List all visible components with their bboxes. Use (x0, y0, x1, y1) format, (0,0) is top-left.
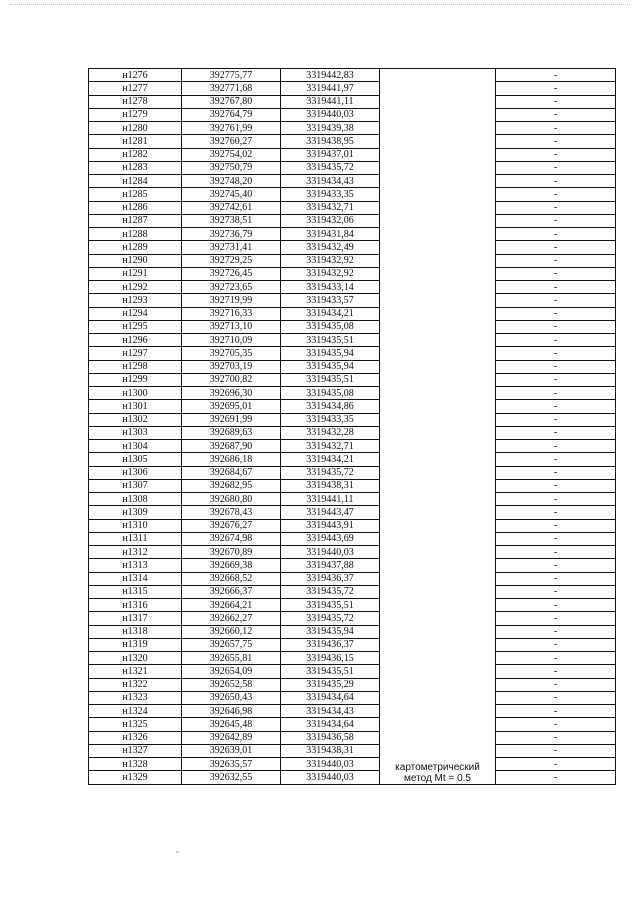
accuracy-dash-cell: - (496, 426, 616, 439)
x-coordinate-cell: 392705,35 (182, 347, 281, 360)
point-id-cell: н1316 (89, 599, 182, 612)
accuracy-dash-cell: - (496, 665, 616, 678)
coordinates-table-body (89, 69, 616, 785)
accuracy-dash-cell: - (496, 254, 616, 267)
table-row (89, 400, 616, 413)
table-row (89, 546, 616, 559)
x-coordinate-cell: 392713,10 (182, 320, 281, 333)
point-id-cell: н1278 (89, 95, 182, 108)
accuracy-dash-cell: - (496, 175, 616, 188)
table-row (89, 559, 616, 572)
point-id-cell: н1305 (89, 453, 182, 466)
table-row (89, 267, 616, 280)
point-id-cell: н1276 (89, 69, 182, 82)
point-id-cell: н1312 (89, 546, 182, 559)
x-coordinate-cell: 392771,68 (182, 82, 281, 95)
point-id-cell: н1282 (89, 148, 182, 161)
x-coordinate-cell: 392691,99 (182, 413, 281, 426)
table-row (89, 731, 616, 744)
table-row (89, 360, 616, 373)
point-id-cell: н1299 (89, 373, 182, 386)
y-coordinate-cell: 3319432,71 (281, 440, 380, 453)
table-row (89, 387, 616, 400)
table-row (89, 294, 616, 307)
accuracy-dash-cell: - (496, 241, 616, 254)
accuracy-dash-cell: - (496, 546, 616, 559)
point-id-cell: н1327 (89, 744, 182, 757)
x-coordinate-cell: 392669,38 (182, 559, 281, 572)
x-coordinate-cell: 392632,55 (182, 771, 281, 784)
x-coordinate-cell: 392678,43 (182, 506, 281, 519)
y-coordinate-cell: 3319435,51 (281, 665, 380, 678)
y-coordinate-cell: 3319433,35 (281, 188, 380, 201)
x-coordinate-cell: 392686,18 (182, 453, 281, 466)
accuracy-dash-cell: - (496, 334, 616, 347)
y-coordinate-cell: 3319435,08 (281, 387, 380, 400)
table-row (89, 479, 616, 492)
x-coordinate-cell: 392696,30 (182, 387, 281, 400)
y-coordinate-cell: 3319433,14 (281, 281, 380, 294)
accuracy-dash-cell: - (496, 718, 616, 731)
accuracy-dash-cell: - (496, 347, 616, 360)
y-coordinate-cell: 3319436,15 (281, 652, 380, 665)
point-id-cell: н1277 (89, 82, 182, 95)
point-id-cell: н1290 (89, 254, 182, 267)
point-id-cell: н1325 (89, 718, 182, 731)
table-row (89, 148, 616, 161)
point-id-cell: н1292 (89, 281, 182, 294)
accuracy-dash-cell: - (496, 440, 616, 453)
point-id-cell: н1308 (89, 493, 182, 506)
point-id-cell: н1329 (89, 771, 182, 784)
x-coordinate-cell: 392754,02 (182, 148, 281, 161)
x-coordinate-cell: 392700,82 (182, 373, 281, 386)
accuracy-dash-cell: - (496, 95, 616, 108)
accuracy-dash-cell: - (496, 678, 616, 691)
y-coordinate-cell: 3319434,43 (281, 175, 380, 188)
table-row (89, 771, 616, 784)
y-coordinate-cell: 3319440,03 (281, 546, 380, 559)
table-row (89, 612, 616, 625)
accuracy-dash-cell: - (496, 758, 616, 771)
accuracy-dash-cell: - (496, 148, 616, 161)
table-row (89, 599, 616, 612)
table-row (89, 254, 616, 267)
x-coordinate-cell: 392645,48 (182, 718, 281, 731)
accuracy-dash-cell: - (496, 532, 616, 545)
y-coordinate-cell: 3319434,21 (281, 453, 380, 466)
y-coordinate-cell: 3319434,64 (281, 718, 380, 731)
table-row (89, 678, 616, 691)
y-coordinate-cell: 3319435,72 (281, 466, 380, 479)
x-coordinate-cell: 392716,33 (182, 307, 281, 320)
point-id-cell: н1291 (89, 267, 182, 280)
accuracy-dash-cell: - (496, 731, 616, 744)
point-id-cell: н1286 (89, 201, 182, 214)
x-coordinate-cell: 392680,80 (182, 493, 281, 506)
point-id-cell: н1283 (89, 161, 182, 174)
point-id-cell: н1314 (89, 572, 182, 585)
x-coordinate-cell: 392726,45 (182, 267, 281, 280)
point-id-cell: н1301 (89, 400, 182, 413)
point-id-cell: н1300 (89, 387, 182, 400)
point-id-cell: н1315 (89, 585, 182, 598)
table-row (89, 161, 616, 174)
y-coordinate-cell: 3319432,06 (281, 214, 380, 227)
table-row (89, 506, 616, 519)
table-row (89, 453, 616, 466)
y-coordinate-cell: 3319436,37 (281, 638, 380, 651)
table-row (89, 426, 616, 439)
method-text-line: картометрический (395, 761, 480, 773)
x-coordinate-cell: 392676,27 (182, 519, 281, 532)
x-coordinate-cell: 392719,99 (182, 294, 281, 307)
y-coordinate-cell: 3319437,01 (281, 148, 380, 161)
x-coordinate-cell: 392654,09 (182, 665, 281, 678)
y-coordinate-cell: 3319440,03 (281, 108, 380, 121)
y-coordinate-cell: 3319431,84 (281, 228, 380, 241)
accuracy-dash-cell: - (496, 625, 616, 638)
table-row (89, 532, 616, 545)
table-row (89, 466, 616, 479)
accuracy-dash-cell: - (496, 652, 616, 665)
point-id-cell: н1293 (89, 294, 182, 307)
x-coordinate-cell: 392674,98 (182, 532, 281, 545)
y-coordinate-cell: 3319436,58 (281, 731, 380, 744)
table-row (89, 665, 616, 678)
accuracy-dash-cell: - (496, 479, 616, 492)
y-coordinate-cell: 3319434,43 (281, 705, 380, 718)
point-id-cell: н1322 (89, 678, 182, 691)
table-row (89, 718, 616, 731)
accuracy-dash-cell: - (496, 267, 616, 280)
table-row (89, 122, 616, 135)
table-row (89, 691, 616, 704)
point-id-cell: н1311 (89, 532, 182, 545)
point-id-cell: н1280 (89, 122, 182, 135)
point-id-cell: н1284 (89, 175, 182, 188)
x-coordinate-cell: 392660,12 (182, 625, 281, 638)
y-coordinate-cell: 3319432,92 (281, 267, 380, 280)
y-coordinate-cell: 3319437,88 (281, 559, 380, 572)
table-row (89, 108, 616, 121)
x-coordinate-cell: 392684,67 (182, 466, 281, 479)
table-row (89, 585, 616, 598)
point-id-cell: н1302 (89, 413, 182, 426)
table-row (89, 572, 616, 585)
y-coordinate-cell: 3319440,03 (281, 771, 380, 784)
accuracy-dash-cell: - (496, 294, 616, 307)
point-id-cell: н1287 (89, 214, 182, 227)
accuracy-dash-cell: - (496, 413, 616, 426)
x-coordinate-cell: 392664,21 (182, 599, 281, 612)
accuracy-dash-cell: - (496, 360, 616, 373)
y-coordinate-cell: 3319435,08 (281, 320, 380, 333)
x-coordinate-cell: 392650,43 (182, 691, 281, 704)
accuracy-dash-cell: - (496, 400, 616, 413)
x-coordinate-cell: 392745,40 (182, 188, 281, 201)
point-id-cell: н1281 (89, 135, 182, 148)
x-coordinate-cell: 392736,79 (182, 228, 281, 241)
table-row (89, 135, 616, 148)
point-id-cell: н1279 (89, 108, 182, 121)
coordinates-table (88, 68, 616, 785)
x-coordinate-cell: 392670,89 (182, 546, 281, 559)
table-row (89, 82, 616, 95)
x-coordinate-cell: 392729,25 (182, 254, 281, 267)
x-coordinate-cell: 392662,27 (182, 612, 281, 625)
scan-header-dots (10, 4, 630, 11)
x-coordinate-cell: 392723,65 (182, 281, 281, 294)
point-id-cell: н1319 (89, 638, 182, 651)
accuracy-dash-cell: - (496, 612, 616, 625)
x-coordinate-cell: 392764,79 (182, 108, 281, 121)
table-row (89, 744, 616, 757)
point-id-cell: н1310 (89, 519, 182, 532)
table-row (89, 625, 616, 638)
point-id-cell: н1285 (89, 188, 182, 201)
y-coordinate-cell: 3319432,49 (281, 241, 380, 254)
y-coordinate-cell: 3319438,31 (281, 744, 380, 757)
accuracy-dash-cell: - (496, 228, 616, 241)
accuracy-dash-cell: - (496, 506, 616, 519)
y-coordinate-cell: 3319442,83 (281, 69, 380, 82)
x-coordinate-cell: 392666,37 (182, 585, 281, 598)
x-coordinate-cell: 392639,01 (182, 744, 281, 757)
y-coordinate-cell: 3319434,64 (281, 691, 380, 704)
point-id-cell: н1306 (89, 466, 182, 479)
y-coordinate-cell: 3319438,95 (281, 135, 380, 148)
accuracy-dash-cell: - (496, 122, 616, 135)
y-coordinate-cell: 3319438,31 (281, 479, 380, 492)
point-id-cell: н1321 (89, 665, 182, 678)
x-coordinate-cell: 392646,98 (182, 705, 281, 718)
table-row (89, 95, 616, 108)
table-row (89, 281, 616, 294)
table-row (89, 373, 616, 386)
x-coordinate-cell: 392635,57 (182, 758, 281, 771)
x-coordinate-cell: 392731,41 (182, 241, 281, 254)
x-coordinate-cell: 392767,80 (182, 95, 281, 108)
x-coordinate-cell: 392761,99 (182, 122, 281, 135)
table-row (89, 320, 616, 333)
x-coordinate-cell: 392689,63 (182, 426, 281, 439)
x-coordinate-cell: 392642,89 (182, 731, 281, 744)
accuracy-dash-cell: - (496, 281, 616, 294)
scan-mark: ˇ (176, 850, 179, 859)
accuracy-dash-cell: - (496, 188, 616, 201)
y-coordinate-cell: 3319439,38 (281, 122, 380, 135)
y-coordinate-cell: 3319435,51 (281, 599, 380, 612)
accuracy-dash-cell: - (496, 69, 616, 82)
x-coordinate-cell: 392703,19 (182, 360, 281, 373)
x-coordinate-cell: 392760,27 (182, 135, 281, 148)
accuracy-dash-cell: - (496, 387, 616, 400)
x-coordinate-cell: 392657,75 (182, 638, 281, 651)
x-coordinate-cell: 392682,95 (182, 479, 281, 492)
point-id-cell: н1317 (89, 612, 182, 625)
y-coordinate-cell: 3319435,51 (281, 373, 380, 386)
point-id-cell: н1307 (89, 479, 182, 492)
accuracy-dash-cell: - (496, 493, 616, 506)
point-id-cell: н1303 (89, 426, 182, 439)
point-id-cell: н1298 (89, 360, 182, 373)
point-id-cell: н1304 (89, 440, 182, 453)
accuracy-dash-cell: - (496, 599, 616, 612)
accuracy-dash-cell: - (496, 214, 616, 227)
table-row (89, 758, 616, 771)
accuracy-dash-cell: - (496, 466, 616, 479)
y-coordinate-cell: 3319443,69 (281, 532, 380, 545)
y-coordinate-cell: 3319441,97 (281, 82, 380, 95)
x-coordinate-cell: 392750,79 (182, 161, 281, 174)
table-row (89, 493, 616, 506)
accuracy-dash-cell: - (496, 201, 616, 214)
accuracy-dash-cell: - (496, 519, 616, 532)
table-row (89, 440, 616, 453)
y-coordinate-cell: 3319435,94 (281, 360, 380, 373)
y-coordinate-cell: 3319440,03 (281, 758, 380, 771)
y-coordinate-cell: 3319435,29 (281, 678, 380, 691)
x-coordinate-cell: 392668,52 (182, 572, 281, 585)
accuracy-dash-cell: - (496, 135, 616, 148)
point-id-cell: н1296 (89, 334, 182, 347)
table-row (89, 214, 616, 227)
table-row (89, 228, 616, 241)
y-coordinate-cell: 3319441,11 (281, 493, 380, 506)
x-coordinate-cell: 392695,01 (182, 400, 281, 413)
point-id-cell: н1309 (89, 506, 182, 519)
point-id-cell: н1297 (89, 347, 182, 360)
table-row (89, 175, 616, 188)
accuracy-dash-cell: - (496, 638, 616, 651)
x-coordinate-cell: 392710,09 (182, 334, 281, 347)
y-coordinate-cell: 3319435,72 (281, 612, 380, 625)
accuracy-dash-cell: - (496, 161, 616, 174)
x-coordinate-cell: 392738,51 (182, 214, 281, 227)
table-row (89, 347, 616, 360)
accuracy-dash-cell: - (496, 453, 616, 466)
y-coordinate-cell: 3319432,92 (281, 254, 380, 267)
accuracy-dash-cell: - (496, 771, 616, 784)
table-row (89, 705, 616, 718)
table-row (89, 652, 616, 665)
point-id-cell: н1294 (89, 307, 182, 320)
x-coordinate-cell: 392742,61 (182, 201, 281, 214)
accuracy-dash-cell: - (496, 691, 616, 704)
y-coordinate-cell: 3319432,28 (281, 426, 380, 439)
point-id-cell: н1324 (89, 705, 182, 718)
y-coordinate-cell: 3319433,57 (281, 294, 380, 307)
accuracy-dash-cell: - (496, 559, 616, 572)
y-coordinate-cell: 3319435,72 (281, 161, 380, 174)
table-row (89, 519, 616, 532)
table-row (89, 307, 616, 320)
accuracy-dash-cell: - (496, 320, 616, 333)
point-id-cell: н1313 (89, 559, 182, 572)
table-row (89, 201, 616, 214)
x-coordinate-cell: 392775,77 (182, 69, 281, 82)
accuracy-dash-cell: - (496, 108, 616, 121)
accuracy-dash-cell: - (496, 705, 616, 718)
point-id-cell: н1328 (89, 758, 182, 771)
y-coordinate-cell: 3319441,11 (281, 95, 380, 108)
accuracy-dash-cell: - (496, 373, 616, 386)
accuracy-dash-cell: - (496, 585, 616, 598)
y-coordinate-cell: 3319435,94 (281, 625, 380, 638)
y-coordinate-cell: 3319435,94 (281, 347, 380, 360)
table-row (89, 69, 616, 82)
method-text-line: метод Mt = 0.5 (404, 772, 471, 784)
y-coordinate-cell: 3319436,37 (281, 572, 380, 585)
x-coordinate-cell: 392652,58 (182, 678, 281, 691)
accuracy-dash-cell: - (496, 572, 616, 585)
accuracy-dash-cell: - (496, 82, 616, 95)
table-row (89, 334, 616, 347)
y-coordinate-cell: 3319435,51 (281, 334, 380, 347)
y-coordinate-cell: 3319432,71 (281, 201, 380, 214)
point-id-cell: н1326 (89, 731, 182, 744)
point-id-cell: н1323 (89, 691, 182, 704)
y-coordinate-cell: 3319434,21 (281, 307, 380, 320)
point-id-cell: н1288 (89, 228, 182, 241)
table-row (89, 638, 616, 651)
x-coordinate-cell: 392687,90 (182, 440, 281, 453)
point-id-cell: н1289 (89, 241, 182, 254)
y-coordinate-cell: 3319434,86 (281, 400, 380, 413)
x-coordinate-cell: 392748,20 (182, 175, 281, 188)
point-id-cell: н1318 (89, 625, 182, 638)
x-coordinate-cell: 392655,81 (182, 652, 281, 665)
table-row (89, 188, 616, 201)
accuracy-dash-cell: - (496, 307, 616, 320)
point-id-cell: н1295 (89, 320, 182, 333)
y-coordinate-cell: 3319443,47 (281, 506, 380, 519)
method-cell (380, 69, 496, 785)
table-row (89, 241, 616, 254)
y-coordinate-cell: 3319443,91 (281, 519, 380, 532)
y-coordinate-cell: 3319433,35 (281, 413, 380, 426)
table-row (89, 413, 616, 426)
accuracy-dash-cell: - (496, 744, 616, 757)
y-coordinate-cell: 3319435,72 (281, 585, 380, 598)
point-id-cell: н1320 (89, 652, 182, 665)
